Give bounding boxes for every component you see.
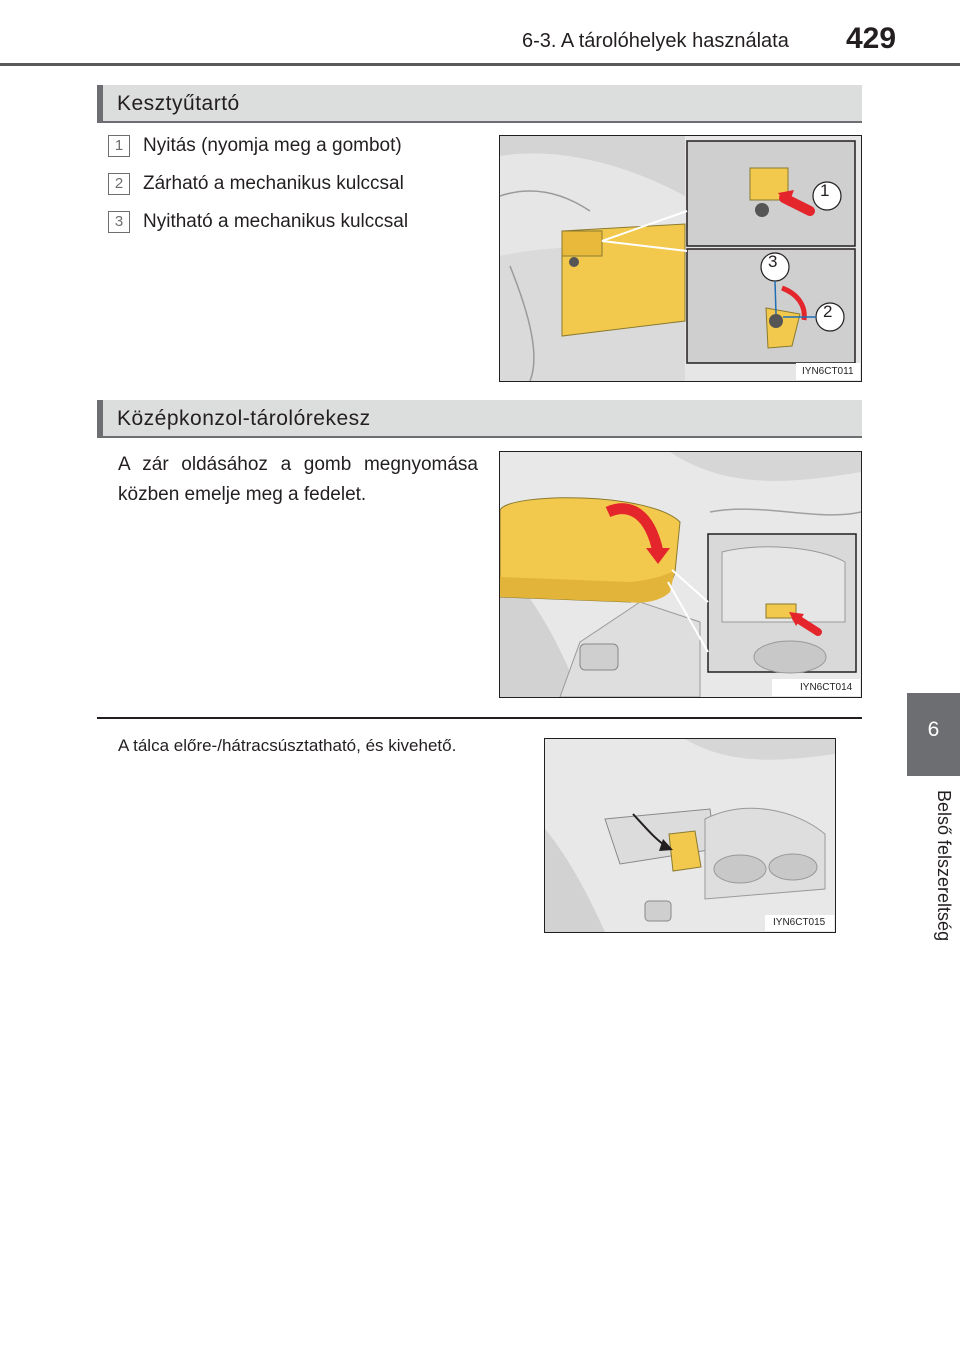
figure-code: IYN6CT014 <box>800 682 853 693</box>
figure-code: IYN6CT011 <box>802 366 854 377</box>
list-item-text: Nyitás (nyomja meg a gombot) <box>143 135 402 156</box>
list-item-text: Zárható a mechanikus kulccsal <box>143 173 404 194</box>
list-item-text: Nyitható a mechanikus kulccsal <box>143 211 409 232</box>
page-number: 429 <box>846 22 897 55</box>
callout-number: 3 <box>768 252 778 271</box>
section-heading-rule <box>97 436 862 438</box>
section-heading-text: Középkonzol-tárolórekesz <box>117 407 371 430</box>
section-divider <box>97 717 862 719</box>
figure-code: IYN6CT015 <box>773 917 826 928</box>
chapter-number: 6 <box>927 718 940 741</box>
tray-illustration <box>544 738 836 933</box>
console-illustration <box>499 451 862 698</box>
callout-number: 2 <box>823 302 833 321</box>
tray-note: A tálca előre-/hátracsúsztatható, és kivehető. <box>118 736 457 755</box>
console-instruction: A zár oldásához a gomb megnyomása közben emelje meg a fedelet. <box>118 454 478 505</box>
running-header-section: 6-3. A tárolóhelyek használata <box>522 30 789 52</box>
section-heading-text: Kesztyűtartó <box>117 92 240 115</box>
list-number-badge: 1 <box>108 135 130 157</box>
list-number-badge: 3 <box>108 211 130 233</box>
glovebox-illustration <box>499 135 862 382</box>
section-heading-glovebox <box>97 85 862 122</box>
list-number-badge: 2 <box>108 173 130 195</box>
section-heading-console <box>97 400 862 437</box>
chapter-label: Belső felszereltség <box>934 790 954 942</box>
header-rule <box>0 63 960 66</box>
callout-number: 1 <box>820 181 830 200</box>
section-heading-rule <box>97 121 862 123</box>
